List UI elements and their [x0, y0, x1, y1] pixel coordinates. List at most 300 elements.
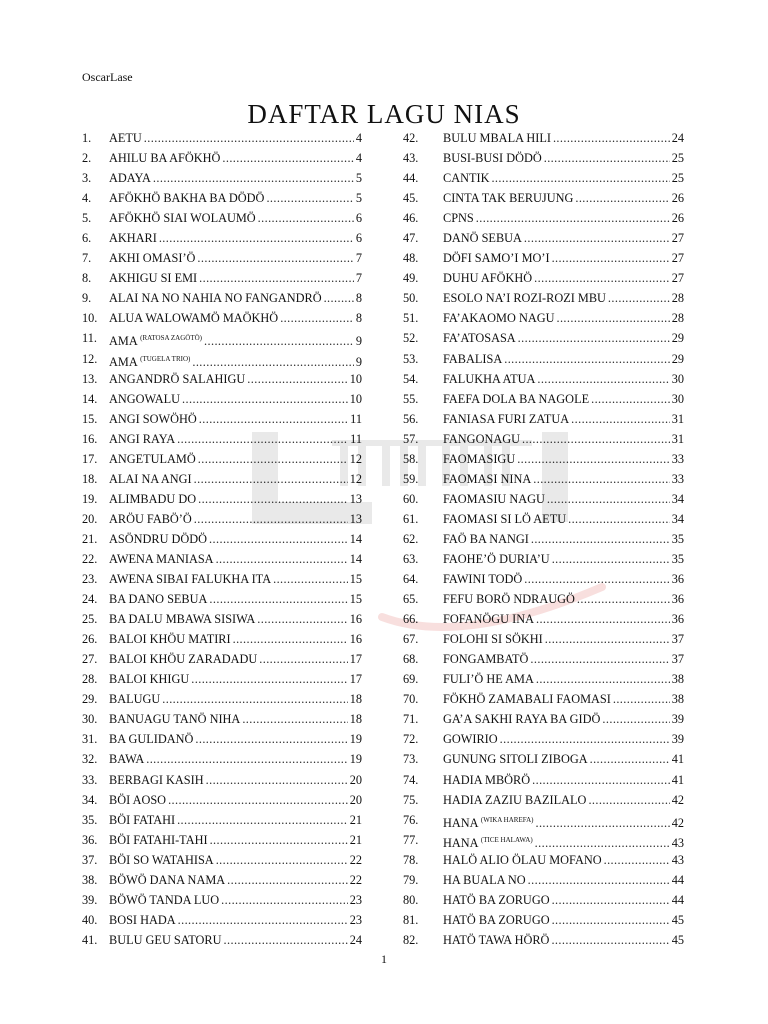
page-title: DAFTAR LAGU NIAS: [247, 99, 521, 129]
song-page: 28: [671, 311, 684, 326]
song-title-text: FAOHE’Ö DURIA’U: [443, 551, 550, 566]
song-page: 20: [349, 792, 362, 807]
song-entry: [443, 770, 684, 790]
song-number: 29.: [82, 692, 98, 707]
song-row: [403, 589, 684, 609]
song-page: 43: [671, 835, 684, 850]
song-title-text: GA’A SAKHI RAYA BA GIDÖ: [443, 712, 601, 727]
song-row: [82, 689, 362, 709]
song-title-text: GUNUNG SITOLI ZIBOGA: [443, 752, 588, 767]
song-page: 18: [349, 712, 362, 727]
song-entry: [109, 629, 362, 649]
song-entry: [443, 369, 684, 389]
song-title-text: FAOMASIU NAGU: [443, 491, 545, 506]
song-entry: [443, 489, 684, 509]
song-artist-note: (WIKA HAREFA): [480, 815, 534, 824]
song-row: [82, 529, 362, 549]
song-number: 27.: [82, 652, 98, 667]
song-row: [82, 729, 362, 749]
song-number: 10.: [82, 311, 98, 326]
song-artist-note: (TUGELA TRIO): [140, 354, 191, 363]
song-entry: [443, 268, 684, 288]
song-page: 35: [671, 531, 684, 546]
song-page: 9: [355, 354, 362, 369]
song-page: 33: [671, 471, 684, 486]
song-entry: [109, 930, 362, 950]
song-title-text: CINTA TAK BERUJUNG: [443, 191, 574, 206]
song-page: 4: [355, 131, 362, 145]
song-entry: [109, 549, 362, 569]
song-title: [109, 389, 182, 409]
song-entry: [109, 569, 362, 589]
song-title-text: ANGI RAYA: [109, 431, 176, 446]
song-entry: [109, 830, 362, 850]
song-title-text: CANTIK: [443, 171, 490, 186]
song-title: [109, 689, 162, 709]
dot-leader: [518, 328, 670, 348]
song-page: 15: [349, 592, 362, 607]
song-entry: [109, 128, 362, 148]
song-entry: [443, 569, 684, 589]
dot-leader: [257, 609, 347, 629]
song-page: 9: [355, 334, 362, 349]
song-row: [82, 569, 362, 589]
song-title: [443, 729, 500, 749]
dot-leader: [206, 770, 348, 790]
song-page: 44: [671, 872, 684, 887]
song-page: 38: [671, 692, 684, 707]
dot-leader: [524, 228, 670, 248]
dot-leader: [168, 790, 348, 810]
song-title: [109, 729, 195, 749]
song-row: [403, 268, 684, 288]
dot-leader: [209, 529, 348, 549]
song-title-text: FEFU BORÖ NDRAUGÖ: [443, 592, 575, 607]
song-row: [403, 308, 684, 328]
dot-leader: [194, 509, 348, 529]
song-number: 47.: [403, 231, 419, 246]
dot-leader: [476, 208, 670, 228]
dot-leader: [590, 749, 670, 769]
song-title: [109, 268, 199, 288]
song-title-text: AFÖKHÖ BAKHA BA DÖDÖ: [109, 191, 265, 206]
song-page: 37: [671, 652, 684, 667]
song-page: 16: [349, 612, 362, 627]
song-title: [443, 128, 553, 148]
song-entry: [109, 449, 362, 469]
dot-leader: [195, 729, 347, 749]
song-row: [403, 369, 684, 389]
song-title: [443, 268, 534, 288]
song-title: [109, 649, 259, 669]
song-number: 41.: [82, 932, 98, 947]
song-title: [109, 589, 209, 609]
song-title: [443, 529, 531, 549]
song-title: [109, 549, 216, 569]
song-entry: [109, 308, 362, 328]
song-entry: [109, 248, 362, 268]
song-title-text: BA DANO SEBUA: [109, 592, 208, 607]
song-title: [109, 830, 210, 850]
song-title-text: FAOMASIGU: [443, 451, 516, 466]
song-page: 11: [350, 411, 362, 426]
song-title-text: HANA: [443, 815, 478, 830]
song-title: [109, 609, 257, 629]
song-title-text: CPNS: [443, 211, 474, 226]
song-number: 61.: [403, 511, 419, 526]
song-entry: [443, 128, 684, 148]
song-page: 8: [355, 311, 362, 326]
song-number: 11.: [82, 331, 97, 346]
song-title-text: FAÖ BA NANGI: [443, 531, 529, 546]
song-number: 55.: [403, 391, 419, 406]
song-row: [82, 228, 362, 248]
song-number: 18.: [82, 471, 98, 486]
song-title-text: HATÖ TAWA HÖRÖ: [443, 932, 550, 947]
song-entry: [443, 870, 684, 890]
song-page: 34: [671, 491, 684, 506]
dot-leader: [613, 689, 670, 709]
song-entry: [443, 228, 684, 248]
song-entry: [109, 429, 362, 449]
dot-leader: [199, 268, 354, 288]
song-page: 36: [671, 612, 684, 627]
song-page: 21: [349, 832, 362, 847]
page-number: 1: [381, 952, 387, 966]
song-page: 31: [671, 411, 684, 426]
song-title-text: ALAI NA NO NAHIA NO FANGANDRÖ: [109, 291, 322, 306]
song-row: [403, 549, 684, 569]
dot-leader: [588, 790, 669, 810]
song-title-text: BALUGU: [109, 692, 161, 707]
dot-leader: [552, 549, 670, 569]
song-page: 13: [349, 511, 362, 526]
song-page: 22: [349, 872, 362, 887]
song-row: [403, 830, 684, 850]
song-row: [82, 489, 362, 509]
song-entry: [443, 709, 684, 729]
song-title: [109, 749, 146, 769]
song-page: 23: [349, 892, 362, 907]
song-page: 39: [671, 712, 684, 727]
song-page: 29: [671, 331, 684, 346]
song-page: 13: [349, 491, 362, 506]
song-row: [82, 629, 362, 649]
song-title: [109, 288, 324, 308]
song-page: 29: [671, 351, 684, 366]
song-row: [403, 930, 684, 950]
song-title: [109, 188, 266, 208]
song-title: [443, 148, 544, 168]
song-page: 38: [671, 672, 684, 687]
song-number: 17.: [82, 451, 98, 466]
song-title-text: BÖI SO WATAHISA: [109, 852, 214, 867]
song-title: [109, 128, 144, 148]
song-row: [82, 709, 362, 729]
song-entry: [443, 749, 684, 769]
song-entry: [443, 669, 684, 689]
song-number: 32.: [82, 752, 98, 767]
song-title: [443, 709, 602, 729]
song-number: 50.: [403, 291, 419, 306]
song-entry: [443, 328, 684, 348]
song-number: 69.: [403, 672, 419, 687]
song-list-left: [82, 128, 362, 950]
song-title-text: BA DALU MBAWA SISIWA: [109, 612, 256, 627]
song-entry: [443, 850, 684, 870]
song-title-text: ALAI NA ANGI: [109, 471, 192, 486]
song-artist-note: (TICE HALAWA): [480, 835, 533, 844]
song-title: [443, 308, 556, 328]
song-entry: [109, 770, 362, 790]
song-title: [109, 790, 168, 810]
song-number: 64.: [403, 572, 419, 587]
song-row: [82, 850, 362, 870]
song-title-text: AWENA MANIASA: [109, 551, 214, 566]
song-page: 28: [671, 291, 684, 306]
song-title-text: DANÖ SEBUA: [443, 231, 522, 246]
song-title-text: ADAYA: [109, 171, 151, 186]
song-title-text: HANA: [443, 835, 478, 850]
song-title-text: FONGAMBATÖ: [443, 652, 529, 667]
song-row: [82, 770, 362, 790]
song-entry: [443, 529, 684, 549]
song-entry: [109, 509, 362, 529]
song-entry: [443, 609, 684, 629]
song-entry: [443, 729, 684, 749]
dot-leader: [528, 870, 670, 890]
dot-leader: [547, 489, 670, 509]
song-title-text: HA BUALA NO: [443, 872, 526, 887]
song-title-text: AHILU BA AFÖKHÖ: [109, 151, 221, 166]
song-page: 39: [671, 732, 684, 747]
song-title: [443, 790, 588, 810]
song-number: 77.: [403, 832, 419, 847]
song-number: 26.: [82, 632, 98, 647]
dot-leader: [209, 589, 347, 609]
song-title: [443, 609, 536, 629]
song-row: [82, 268, 362, 288]
dot-leader: [197, 248, 353, 268]
song-title-text: AKHIGU SI EMI: [109, 271, 198, 286]
song-number: 1.: [82, 131, 92, 145]
song-row: [82, 328, 362, 348]
dot-leader: [210, 830, 348, 850]
song-title: [109, 308, 280, 328]
song-row: [403, 429, 684, 449]
dot-leader: [537, 369, 669, 389]
song-row: [403, 409, 684, 429]
song-row: [82, 870, 362, 890]
song-number: 37.: [82, 852, 98, 867]
song-row: [82, 890, 362, 910]
dot-leader: [280, 308, 354, 328]
dot-leader: [532, 770, 670, 790]
song-page: 44: [671, 892, 684, 907]
song-title: [109, 489, 198, 509]
song-page: 31: [671, 431, 684, 446]
song-title: [443, 228, 524, 248]
song-title-text: BA GULIDANÖ: [109, 732, 194, 747]
song-title: [443, 389, 591, 409]
dot-leader: [144, 128, 354, 148]
song-title-text: HATÖ BA ZORUGO: [443, 892, 550, 907]
dot-leader: [534, 268, 670, 288]
song-entry: [109, 589, 362, 609]
dot-leader: [545, 629, 670, 649]
song-title: [443, 369, 537, 389]
song-number: 80.: [403, 892, 419, 907]
song-title: [109, 910, 178, 930]
song-page: 42: [671, 792, 684, 807]
song-row: [403, 509, 684, 529]
song-entry: [109, 689, 362, 709]
song-entry: [109, 910, 362, 930]
dot-leader: [191, 669, 347, 689]
dot-leader: [577, 589, 670, 609]
song-entry: [443, 168, 684, 188]
song-row: [82, 469, 362, 489]
song-page: 21: [349, 812, 362, 827]
dot-leader: [162, 689, 347, 709]
song-page: 5: [355, 171, 362, 186]
song-title: [109, 669, 191, 689]
song-row: [403, 168, 684, 188]
dot-leader: [177, 810, 348, 830]
song-row: [82, 248, 362, 268]
dot-leader: [500, 729, 670, 749]
song-title: [109, 629, 233, 649]
song-page: 4: [355, 151, 362, 166]
song-entry: [109, 409, 362, 429]
dot-leader: [224, 930, 348, 950]
song-row: [82, 168, 362, 188]
song-title: [443, 429, 522, 449]
song-entry: [443, 389, 684, 409]
dot-leader: [552, 248, 670, 268]
song-title: [443, 409, 571, 429]
song-page: 14: [349, 531, 362, 546]
song-entry: [443, 188, 684, 208]
dot-leader: [491, 168, 669, 188]
song-entry: [109, 208, 362, 228]
song-row: [82, 429, 362, 449]
song-row: [403, 709, 684, 729]
dot-leader: [222, 148, 353, 168]
song-number: 15.: [82, 411, 98, 426]
song-row: [82, 449, 362, 469]
song-number: 48.: [403, 251, 419, 266]
song-row: [403, 749, 684, 769]
song-page: 30: [671, 371, 684, 386]
song-row: [403, 649, 684, 669]
song-title: [443, 469, 533, 489]
song-number: 54.: [403, 371, 419, 386]
song-title-text: BULU GEU SATORU: [109, 932, 222, 947]
dot-leader: [608, 288, 670, 308]
song-title: [109, 569, 273, 589]
song-number: 79.: [403, 872, 419, 887]
dot-leader: [178, 910, 348, 930]
song-title-text: ANGETULAMÖ: [109, 451, 196, 466]
song-title: [443, 870, 528, 890]
song-title: [443, 208, 476, 228]
song-row: [82, 649, 362, 669]
dot-leader: [604, 850, 670, 870]
song-row: [82, 208, 362, 228]
song-row: [82, 188, 362, 208]
song-title-text: FAOMASI NINA: [443, 471, 532, 486]
song-page: 17: [349, 672, 362, 687]
song-row: [403, 790, 684, 810]
song-row: [82, 810, 362, 830]
song-number: 22.: [82, 551, 98, 566]
song-title: [109, 810, 177, 830]
song-number: 13.: [82, 371, 98, 386]
song-title: [443, 689, 613, 709]
song-row: [403, 609, 684, 629]
song-page: 35: [671, 551, 684, 566]
dot-leader: [259, 649, 347, 669]
song-row: [403, 810, 684, 830]
song-number: 74.: [403, 772, 419, 787]
song-page: 18: [349, 692, 362, 707]
song-title: [443, 589, 577, 609]
song-title-text: ALUA WALOWAMÖ MAÖKHÖ: [109, 311, 279, 326]
dot-leader: [266, 188, 353, 208]
song-title-text: AMA: [109, 354, 138, 369]
song-row: [403, 208, 684, 228]
dot-leader: [198, 449, 348, 469]
song-row: [403, 870, 684, 890]
song-row: [82, 589, 362, 609]
song-title-text: ALIMBADU DO: [109, 491, 197, 506]
song-row: [403, 469, 684, 489]
author-name: OscarLase: [82, 70, 133, 84]
dot-leader: [553, 128, 670, 148]
song-row: [403, 770, 684, 790]
song-page: 7: [355, 271, 362, 286]
song-row: [403, 328, 684, 348]
song-page: 10: [349, 371, 362, 386]
song-number: 63.: [403, 551, 419, 566]
song-title: [109, 770, 206, 790]
song-title: [443, 549, 552, 569]
song-number: 81.: [403, 912, 419, 927]
song-title: [109, 850, 216, 870]
song-number: 24.: [82, 592, 98, 607]
song-title-text: GOWIRIO: [443, 732, 498, 747]
song-number: 23.: [82, 572, 98, 587]
song-title: [109, 148, 222, 168]
song-number: 36.: [82, 832, 98, 847]
song-entry: [109, 790, 362, 810]
song-row: [82, 389, 362, 409]
song-page: 34: [671, 511, 684, 526]
dot-leader: [194, 469, 348, 489]
song-number: 3.: [82, 171, 92, 186]
dot-leader: [198, 489, 348, 509]
song-entry: [109, 609, 362, 629]
song-title: [109, 429, 177, 449]
song-title: [109, 890, 221, 910]
song-title-text: BÖI AOSO: [109, 792, 167, 807]
song-page: 26: [671, 191, 684, 206]
song-title: [443, 288, 608, 308]
song-row: [403, 569, 684, 589]
song-title-text: ASÖNDRU DÖDÖ: [109, 531, 208, 546]
song-page: 14: [349, 551, 362, 566]
